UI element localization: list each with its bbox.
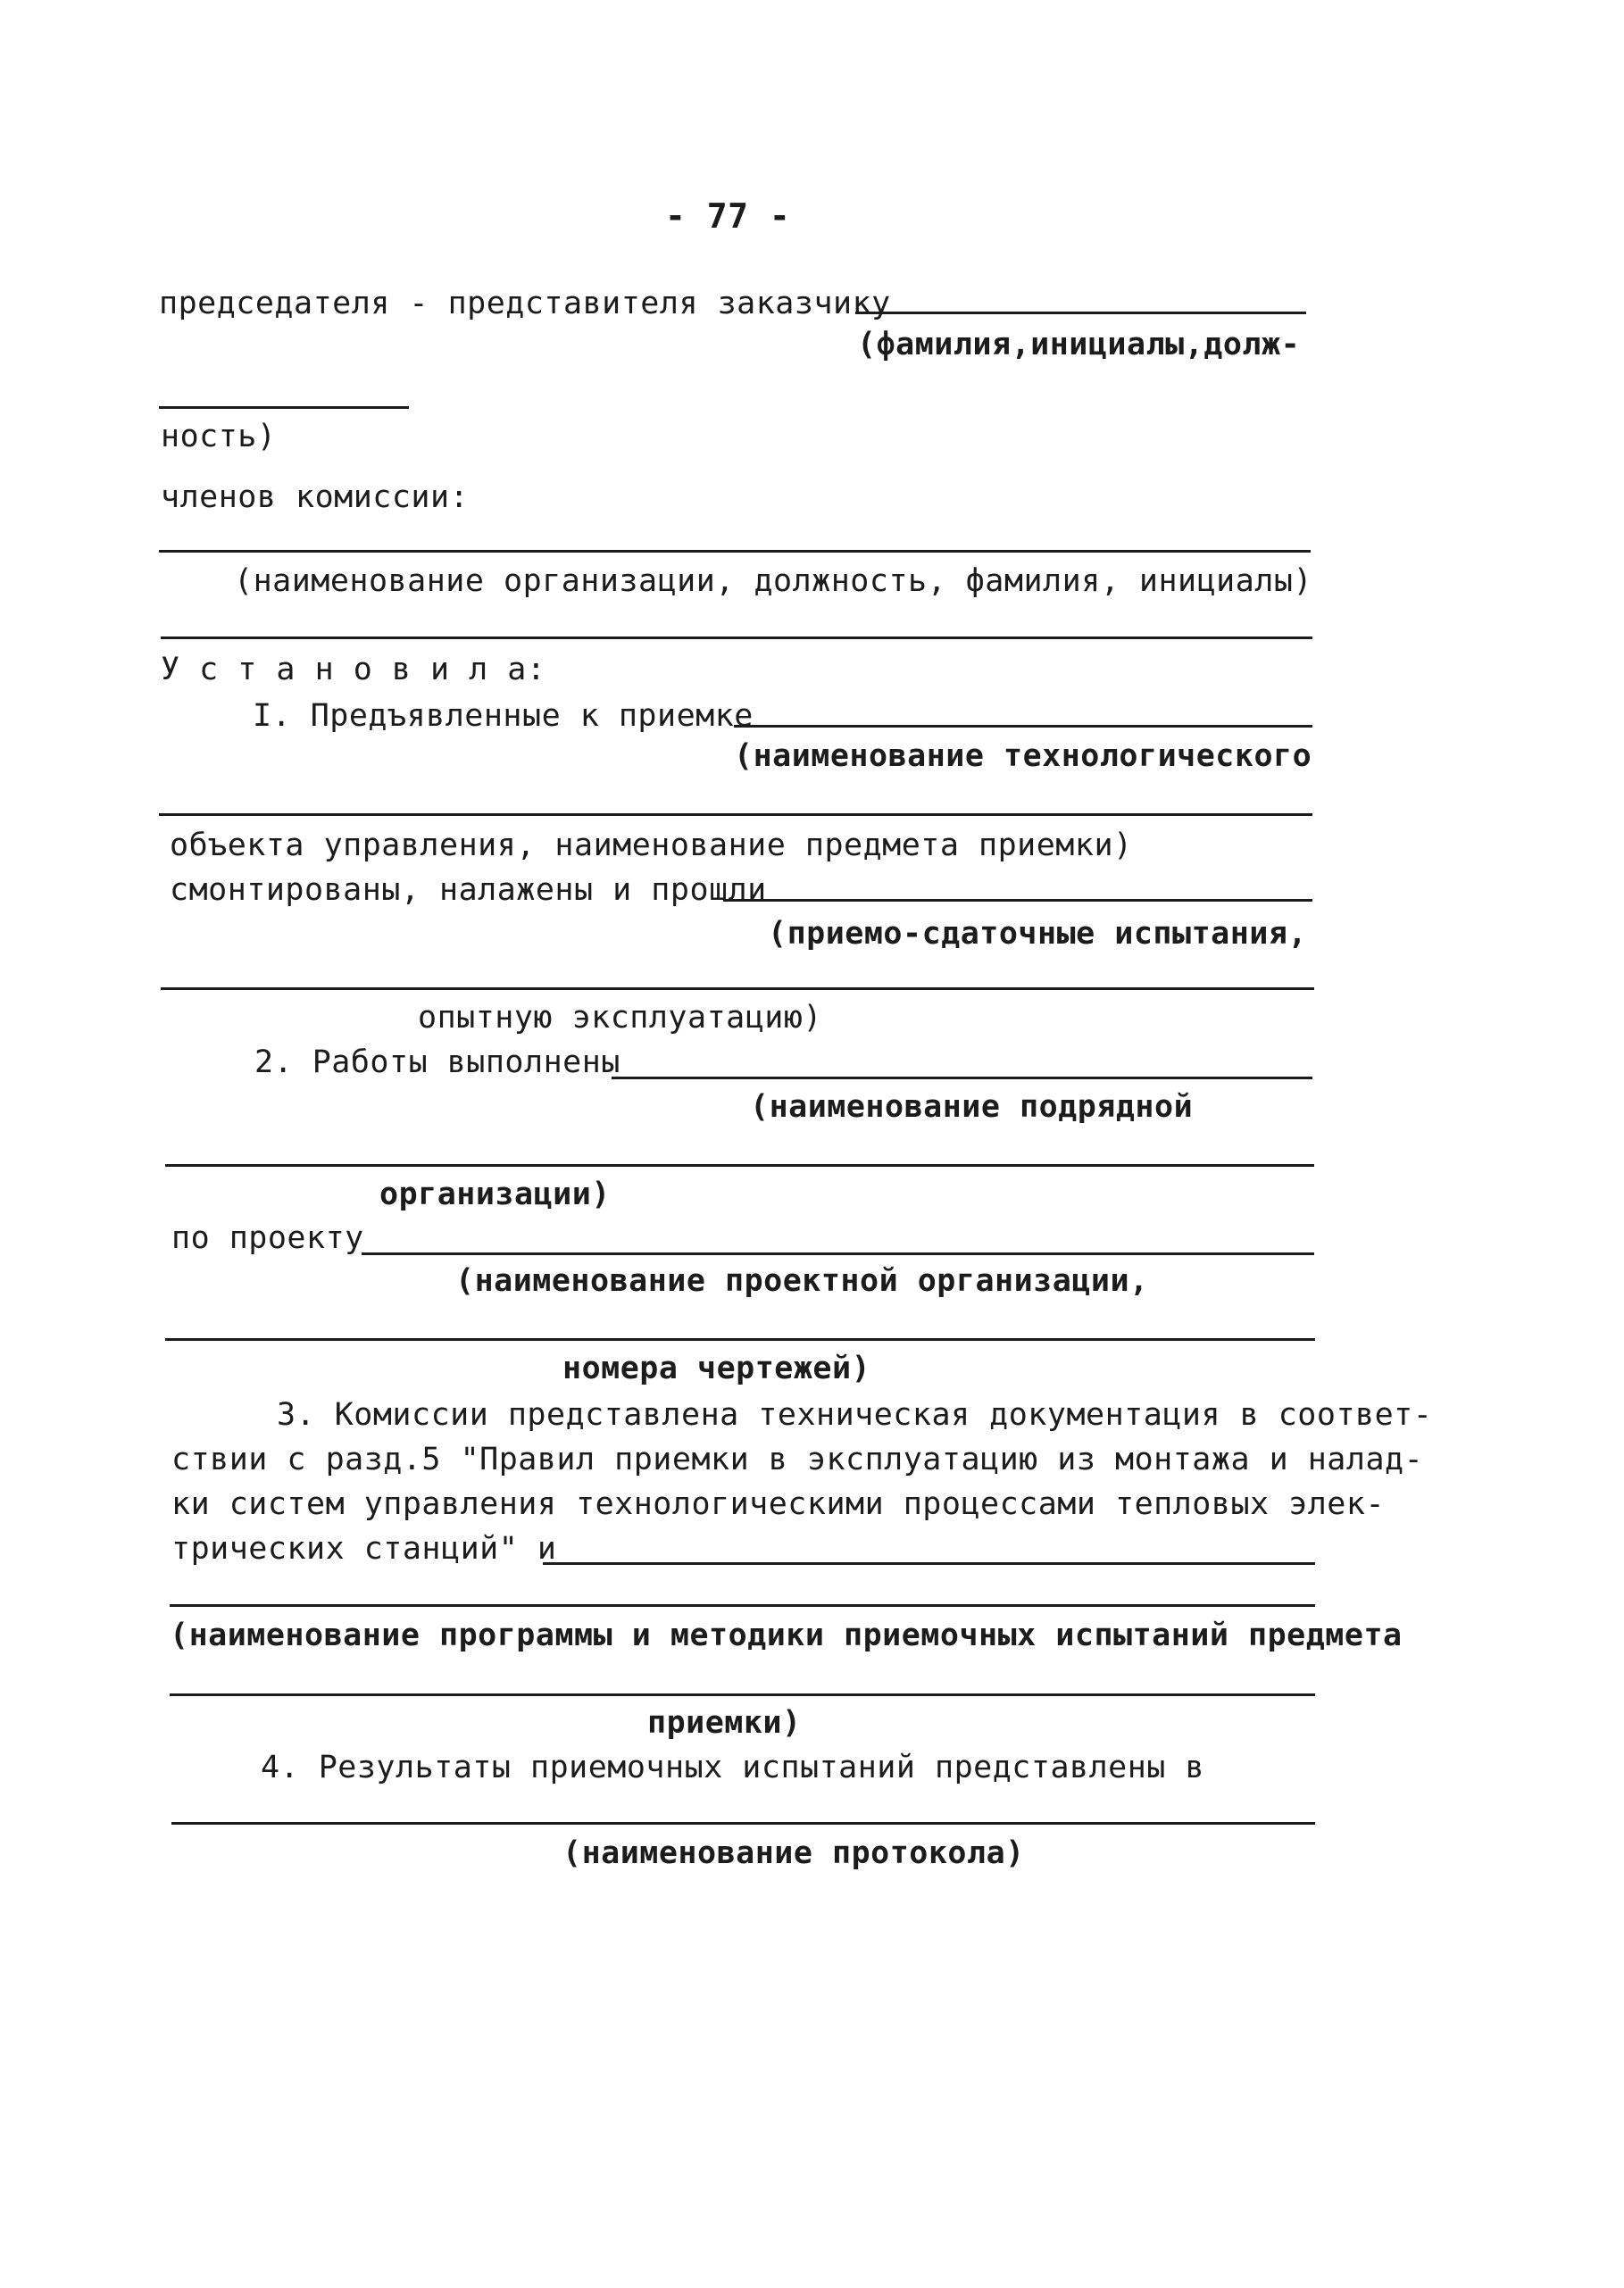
- chairman-blank-line[interactable]: [855, 312, 1306, 314]
- chairman-label: председателя - представителя заказчику: [159, 286, 891, 321]
- item1-hint-part2: объекта управления, наименование предмета приемки): [170, 828, 1133, 863]
- item3-hint1: (наименование программы и методики приемочных испытаний предмета: [170, 1618, 1403, 1653]
- members-label: членов комиссии:: [161, 479, 470, 515]
- item1-passed-label: смонтированы, налажены и прошли: [170, 872, 767, 908]
- item2-hint-part1: (наименование подрядной: [750, 1089, 1194, 1125]
- item3-blank-line-2[interactable]: [170, 1604, 1315, 1607]
- item1-passed-hint1: (приемо-сдаточные испытания,: [768, 916, 1308, 952]
- members-blank-line-1[interactable]: [159, 550, 1311, 553]
- item1-passed-blank-line-2[interactable]: [161, 987, 1314, 990]
- item2-project-hint1: (наименование проектной организации,: [455, 1263, 1149, 1299]
- item2-project-hint2: номера чертежей): [562, 1351, 871, 1386]
- item2-project-blank-line-1[interactable]: [362, 1252, 1314, 1255]
- item2-label: 2. Работы выполнены: [254, 1044, 620, 1080]
- item4-hint: (наименование протокола): [562, 1835, 1025, 1871]
- item1-blank-line-2[interactable]: [159, 813, 1312, 816]
- item3-line3: ки систем управления технологическими процессами тепловых элек-: [171, 1486, 1386, 1522]
- item1-label: I. Предъявленные к приемке: [253, 698, 754, 734]
- item3-hint2: приемки): [647, 1705, 802, 1741]
- item3-blank-line-3[interactable]: [170, 1693, 1315, 1696]
- members-blank-line-2[interactable]: [161, 636, 1312, 639]
- item1-hint-part1: (наименование технологического: [734, 738, 1312, 774]
- item3-line1: 3. Комиссии представлена техническая документация в соответ-: [277, 1397, 1433, 1433]
- item4-label: 4. Результаты приемочных испытаний представлены в: [261, 1750, 1205, 1785]
- item2-project-blank-line-2[interactable]: [165, 1338, 1315, 1341]
- chairman-blank-line-2[interactable]: [159, 406, 409, 409]
- chairman-hint-part1: (фамилия,инициалы,долж-: [857, 327, 1301, 362]
- item4-blank-line[interactable]: [171, 1822, 1315, 1825]
- page-number: - 77 -: [665, 196, 791, 236]
- established-heading: У с т а н о в и л а:: [161, 652, 546, 687]
- item2-hint-part2: организации): [379, 1177, 611, 1212]
- item1-blank-line-1[interactable]: [734, 725, 1312, 728]
- item3-line2: ствии с разд.5 "Правил приемки в эксплуатацию из монтажа и налад-: [171, 1442, 1424, 1477]
- item2-project-label: по проекту: [171, 1220, 364, 1256]
- item1-passed-hint2: опытную эксплуатацию): [418, 1000, 823, 1036]
- members-hint: (наименование организации, должность, фамилия, инициалы): [234, 563, 1313, 599]
- item2-blank-line-2[interactable]: [165, 1164, 1314, 1167]
- chairman-hint-part2: ность): [161, 419, 277, 454]
- item3-blank-line-1[interactable]: [543, 1562, 1315, 1565]
- item3-line4: трических станций" и: [171, 1531, 557, 1567]
- item1-passed-blank-line-1[interactable]: [723, 899, 1312, 902]
- item2-blank-line-1[interactable]: [612, 1077, 1312, 1079]
